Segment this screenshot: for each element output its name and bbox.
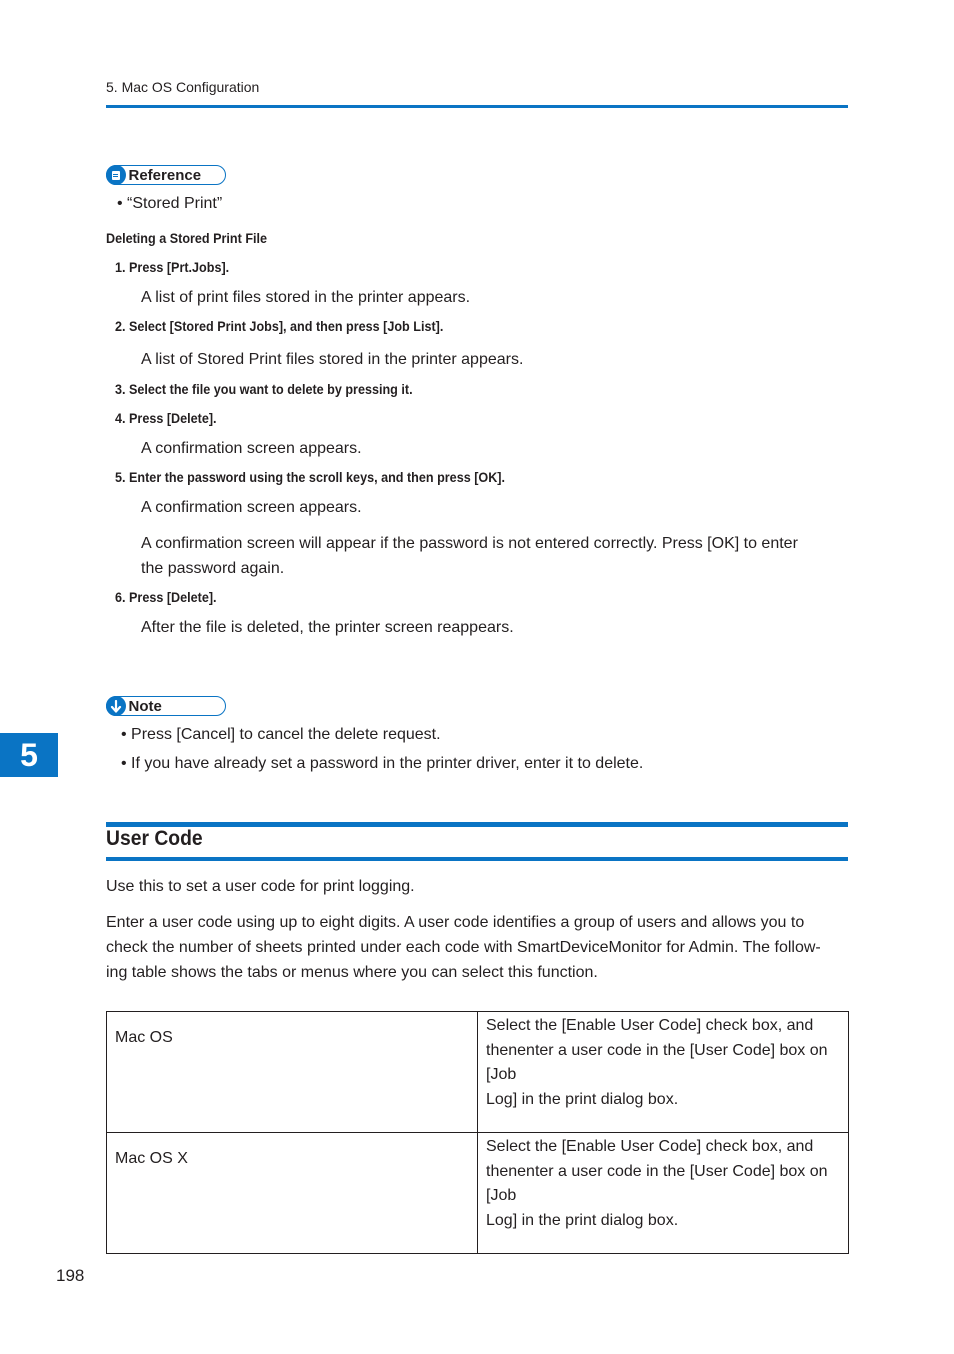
step-4-text: A confirmation screen appears.: [141, 440, 362, 457]
table-cell-desc: [478, 1133, 849, 1254]
step-1-label: 1. Press [Prt.Jobs].: [115, 259, 230, 275]
page-number: 198: [56, 1266, 85, 1285]
arrow-down-icon: [106, 696, 126, 716]
step-6-text: After the file is deleted, the printer screen reappears.: [141, 619, 514, 636]
desc-line: [Job: [486, 1187, 517, 1204]
reference-label: Reference: [128, 166, 202, 184]
step-5-text: A confirmation screen appears.: [141, 499, 362, 516]
user-code-para: [106, 910, 821, 985]
step-4-label: 4. Press [Delete].: [115, 410, 217, 426]
table-row: [107, 1012, 849, 1133]
chapter-tab: 5: [0, 733, 58, 777]
desc-line: thenenter a user code in the [User Code] box on: [486, 1041, 828, 1059]
step-3-label: 3. Select the file you want to delete by pressing it.: [115, 381, 413, 397]
section-title: User Code: [106, 827, 203, 850]
step-5-note-line-2: the password again.: [141, 560, 285, 577]
user-code-para-line: Enter a user code using up to eight digits. A user code identifies a group of users and allows you to: [106, 914, 805, 931]
step-2-label: 2. Select [Stored Print Jobs], and then press [Job List].: [115, 318, 444, 334]
table-cell-os: Mac OS: [107, 1012, 478, 1133]
table-row: [107, 1133, 849, 1254]
reference-item: • “Stored Print”: [117, 195, 223, 212]
step-2-text: A list of Stored Print files stored in the printer appears.: [141, 351, 524, 368]
desc-line: [Job: [486, 1066, 517, 1083]
step-5-label: 5. Enter the password using the scroll keys, and then press [OK].: [115, 469, 506, 485]
note-badge: [106, 696, 226, 716]
section-rule-top: [106, 822, 848, 827]
desc-line: Select the [Enable User Code] check box, and: [486, 1017, 814, 1034]
subsection-title: Deleting a Stored Print File: [106, 230, 268, 246]
step-6-label: 6. Press [Delete].: [115, 589, 217, 605]
note-label: Note: [128, 697, 162, 715]
document-icon: [106, 165, 126, 185]
table-cell-desc: [478, 1012, 849, 1133]
user-code-intro: Use this to set a user code for print logging.: [106, 878, 415, 895]
user-code-para-line: check the number of sheets printed under each code with SmartDeviceMonitor for Admin. The follow-: [106, 939, 821, 956]
running-head: 5. Mac OS Configuration: [106, 79, 260, 95]
note-item-2: • If you have already set a password in the printer driver, enter it to delete.: [121, 755, 644, 772]
section-rule-bottom: [106, 857, 848, 861]
reference-badge: [106, 165, 226, 185]
function-table: [106, 1011, 849, 1254]
note-item-1: • Press [Cancel] to cancel the delete request.: [121, 726, 441, 743]
table-cell-os: Mac OS X: [107, 1133, 478, 1254]
desc-line: thenenter a user code in the [User Code] box on: [486, 1162, 828, 1180]
desc-line: Log] in the print dialog box.: [486, 1090, 679, 1108]
user-code-para-line: ing table shows the tabs or menus where you can select this function.: [106, 964, 598, 981]
desc-line: Log] in the print dialog box.: [486, 1211, 679, 1229]
step-5-note-line-1: A confirmation screen will appear if the password is not entered correctly. Press [OK] to enter: [141, 535, 798, 552]
desc-line: Select the [Enable User Code] check box, and: [486, 1138, 814, 1155]
step-1-text: A list of print files stored in the printer appears.: [141, 289, 471, 306]
header-rule: [106, 105, 848, 108]
